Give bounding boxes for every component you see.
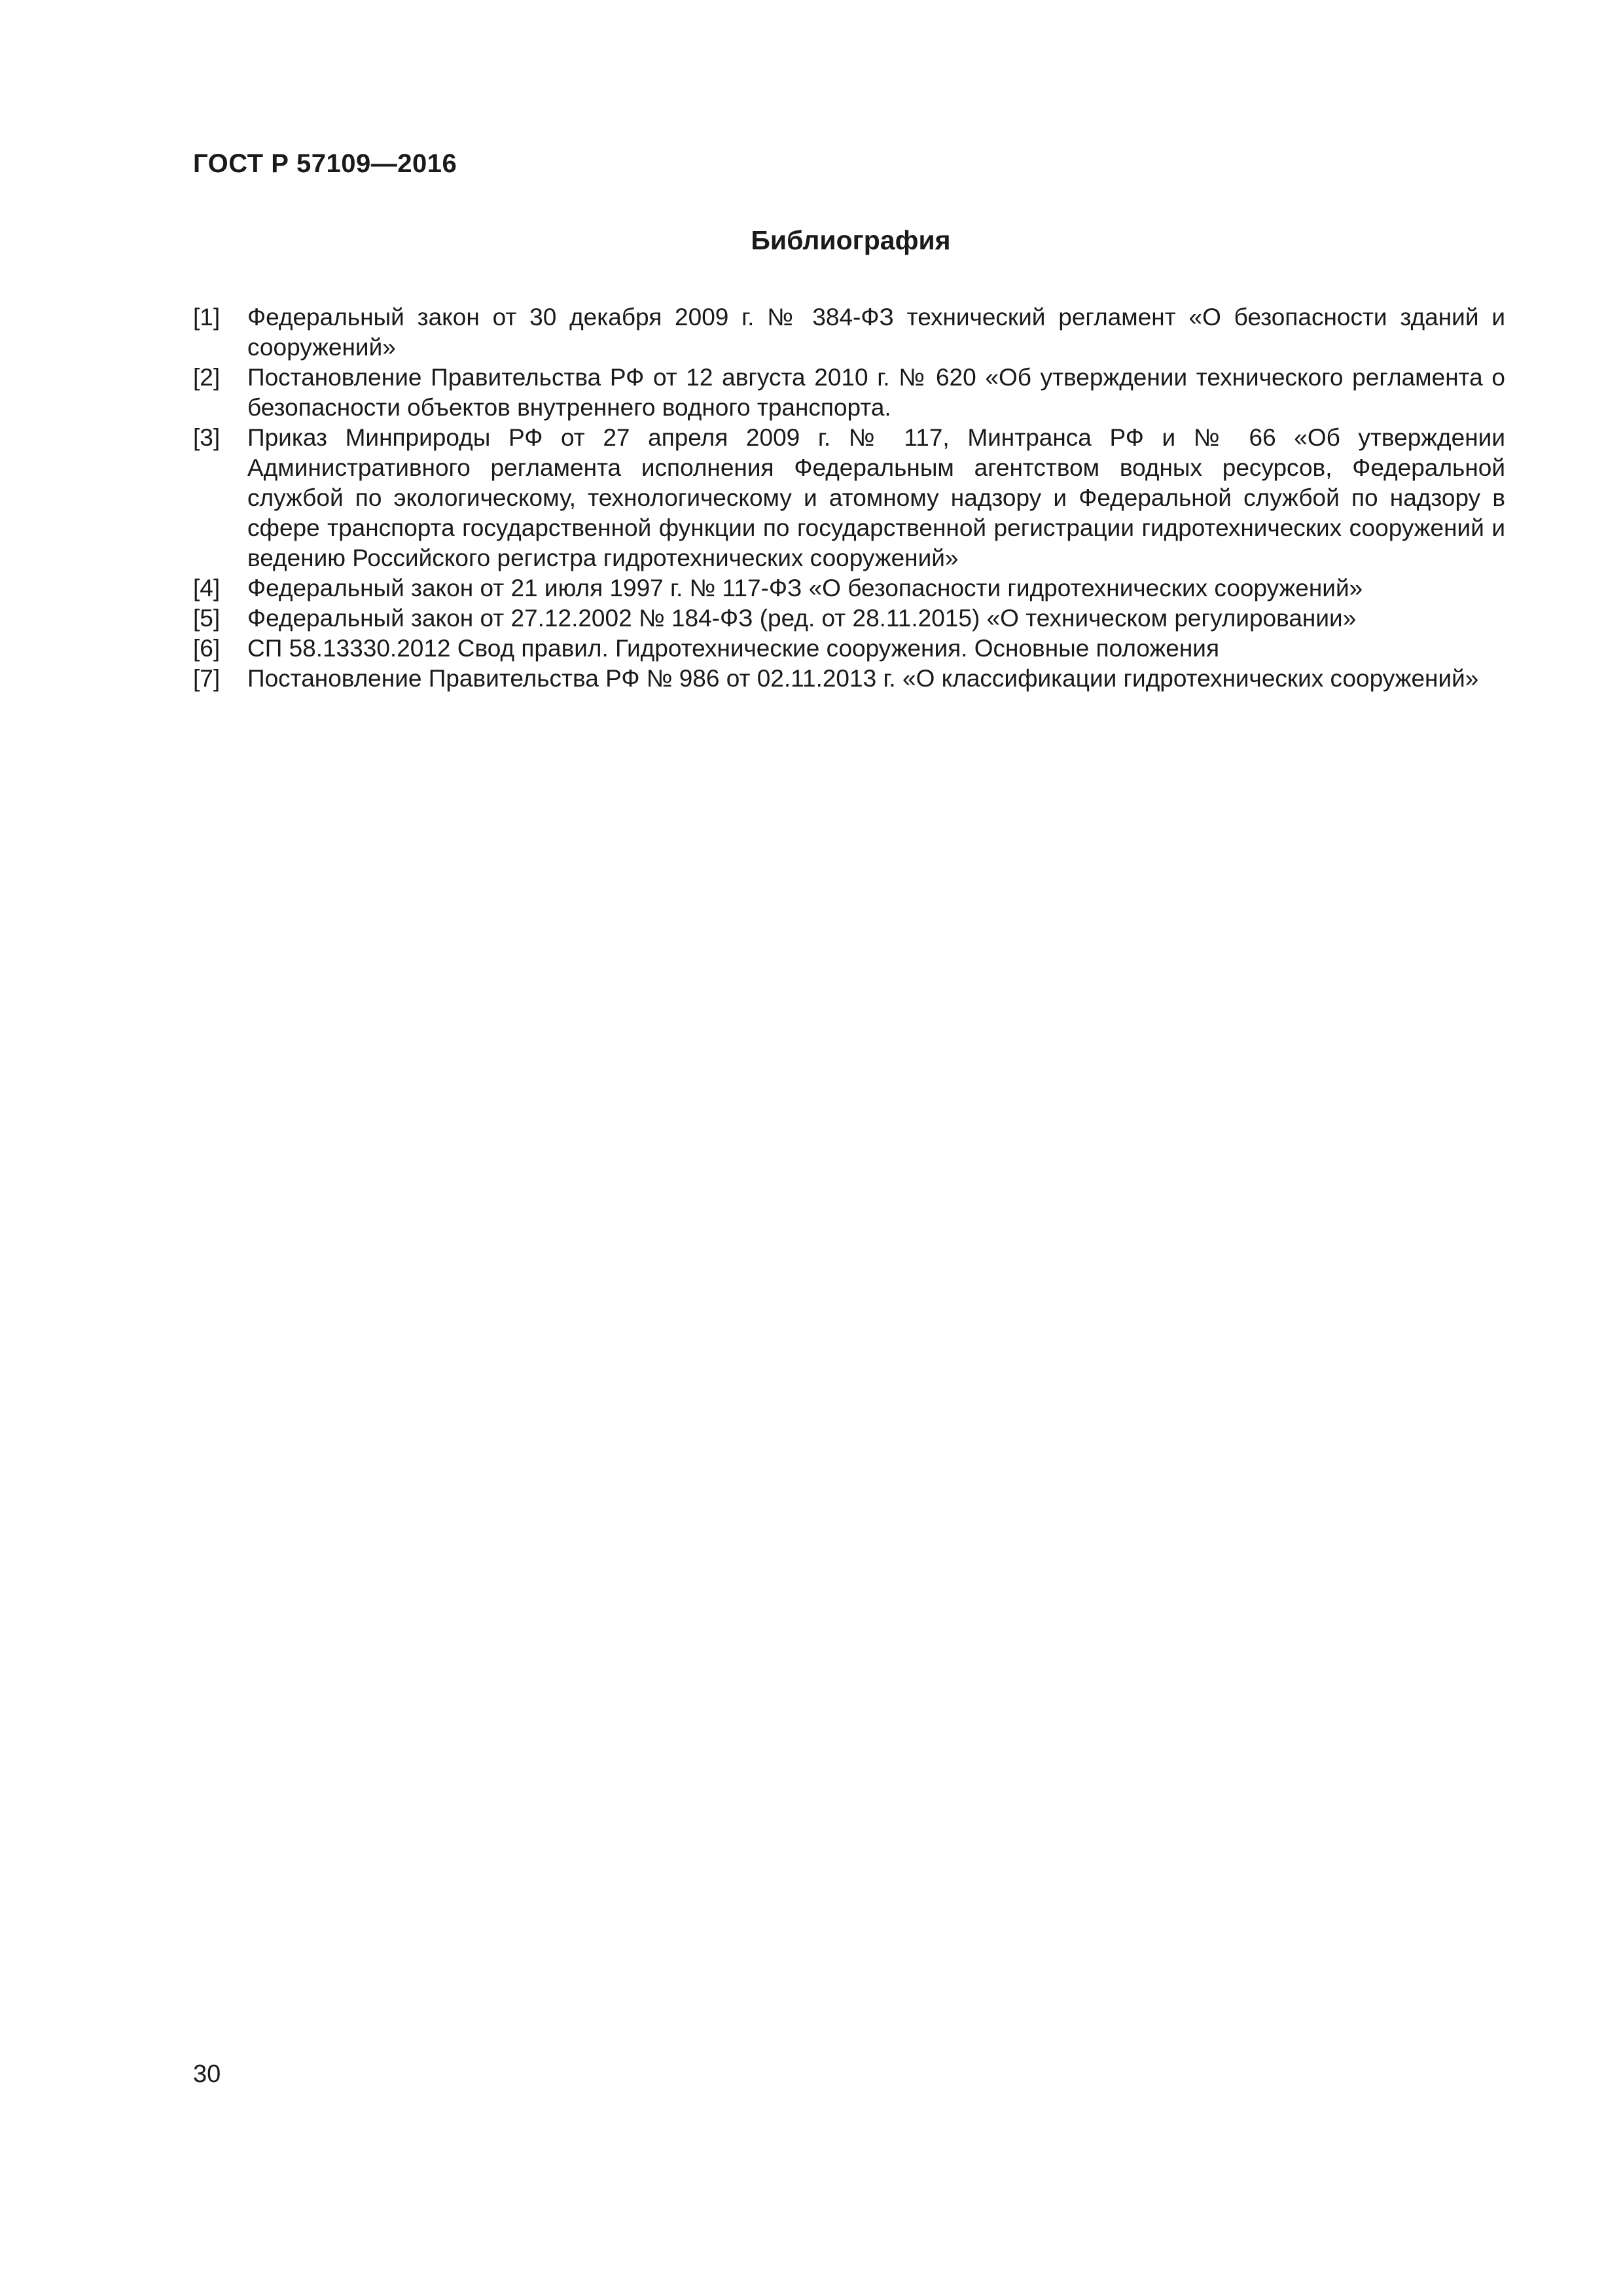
bibliography-item [193,603,1505,634]
bibliography-item-number: [4] [193,575,221,601]
bibliography-item-text: Федеральный закон от 30 декабря 2009 г. № 384-ФЗ технический регламент «О безопасности зданий и сооружений» [247,304,1505,361]
document-code: ГОСТ Р 57109—2016 [193,149,457,178]
bibliography-item-text: Постановление Правительства РФ № 986 от 02.11.2013 г. «О классификации гидротехнических сооружений» [247,665,1479,692]
bibliography-item-text: Постановление Правительства РФ от 12 августа 2010 г. № 620 «Об утверждении технического регламента о безопасности объектов внутреннего водного транспорта. [247,364,1505,421]
section-title: Библиография [751,225,951,255]
bibliography-item-number: [3] [193,424,221,451]
bibliography-item-text: Федеральный закон от 21 июля 1997 г. № 117-ФЗ «О безопасности гидротехнических сооружений» [247,575,1363,601]
bibliography-item-number: [1] [193,304,221,331]
bibliography-item [193,423,1505,573]
bibliography-item-text: Федеральный закон от 27.12.2002 № 184-ФЗ (ред. от 28.11.2015) «О техническом регулировании» [247,605,1357,632]
bibliography-item [193,363,1505,423]
bibliography-item-number: [7] [193,665,221,692]
page-number: 30 [193,2060,221,2088]
bibliography-item-number: [2] [193,364,221,391]
bibliography-item-number: [5] [193,605,221,632]
bibliography-item-text: СП 58.13330.2012 Свод правил. Гидротехнические сооружения. Основные положения [247,635,1220,662]
bibliography-item [193,664,1505,694]
bibliography-item [193,573,1505,603]
bibliography-item-number: [6] [193,635,221,662]
bibliography-item [193,302,1505,363]
bibliography-item-text: Приказ Минприроды РФ от 27 апреля 2009 г. № 117, Минтранса РФ и № 66 «Об утверждении Административного регламента исполнения Федеральным агентством водных ресурсов, Федеральной службой по экологическому, технологическому и атомному надзору и Федеральной службой по надзору в сфере транспорта государственной функции по государственной регистрации гидротехнических сооружений и ведению Российского регистра гидротехнических сооружений» [247,424,1505,571]
bibliography-item [193,634,1505,664]
bibliography-list [193,302,1505,694]
